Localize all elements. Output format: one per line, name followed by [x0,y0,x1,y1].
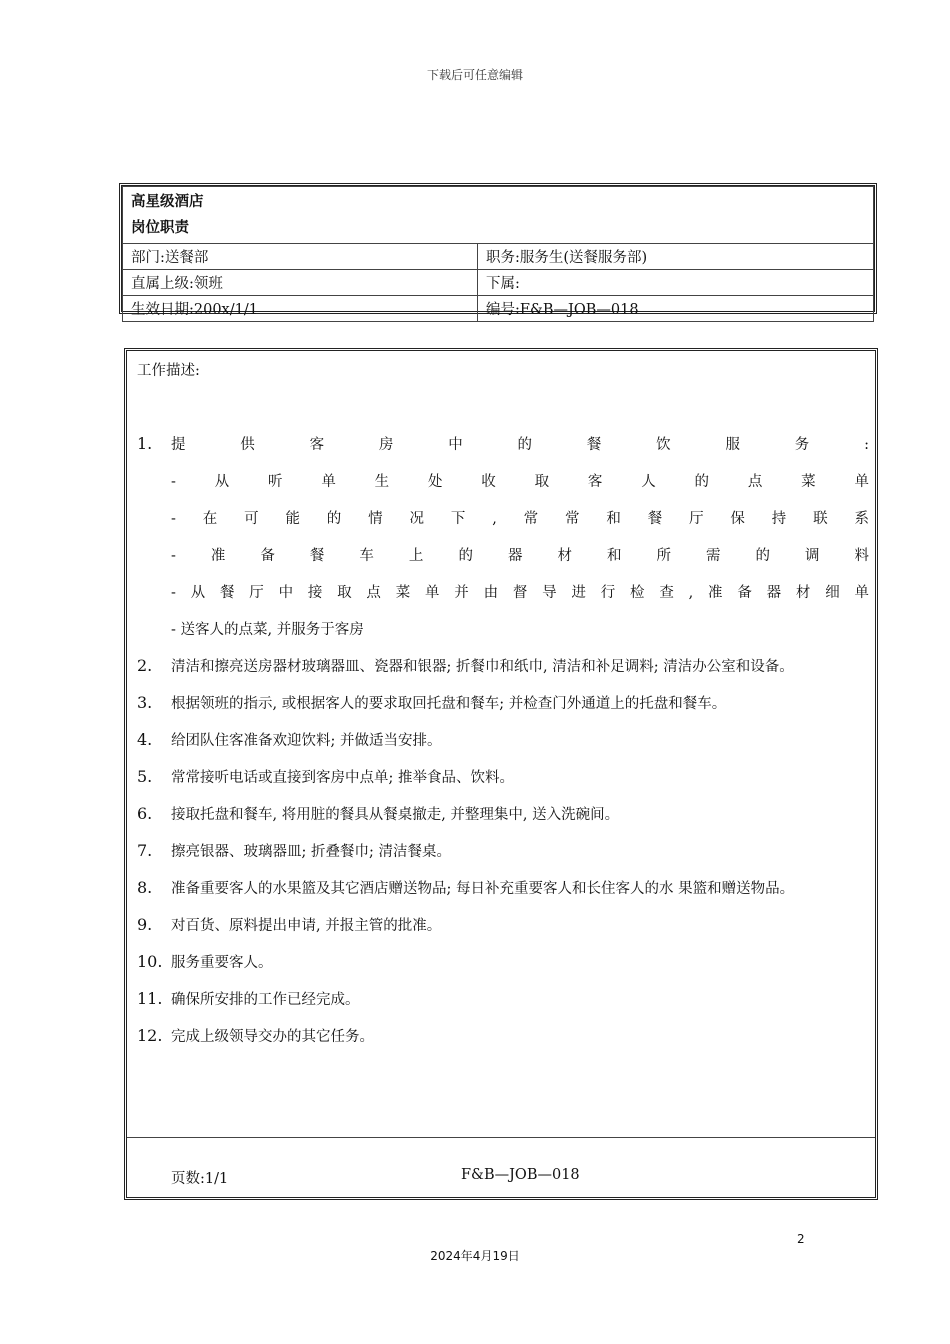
duty-number: 12. [137,1026,163,1045]
duty-text: 根据领班的指示, 或根据客人的要求取回托盘和餐车; 并检查门外通道上的托盘和餐车。 [171,696,727,712]
duty-sub-item: -准备餐车上的器材和所需的调料 [171,548,869,564]
duty-number: 9. [137,915,153,934]
duty-number: 5. [137,767,153,786]
duty-text: 对百货、原料提出申请, 并报主管的批准。 [171,918,442,934]
footer-code: F&B—JOB—018 [461,1167,580,1183]
duty-number: 8. [137,878,153,897]
duty-item [137,723,869,760]
duty-text: 常常接听电话或直接到客房中点单; 推举食品、饮料。 [171,770,514,786]
duty-item [137,982,869,1019]
duty-number: 4. [137,730,153,749]
job-description-box [124,348,878,1200]
duty-item [137,686,869,723]
title-cell [123,187,874,244]
duty-item [137,649,869,686]
duty-item [137,797,869,834]
duty-sub-item: -在可能的情况下,常常和餐厅保持联系 [171,511,869,527]
duty-number: 11. [137,989,163,1008]
duty-sub-item: -从餐厅中接取点菜单并由督导进行检查,准备器材细单 [171,585,869,601]
duty-item [137,908,869,945]
company-name: 高星级酒店 [131,193,204,210]
duty-text: 准备重要客人的水果篮及其它酒店赠送物品; 每日补充重要客人和长住客人的水 果篮和赠送物品。 [171,881,795,897]
department-cell: 部门:送餐部 [123,244,478,270]
duty-sub-item: -从听单生处收取客人的点菜单 [171,474,869,490]
duty-text: 清洁和擦亮送房器材玻璃器皿、瓷器和银器; 折餐巾和纸巾, 清洁和补足调料; 清洁办公室和设备。 [171,659,794,675]
footer-page-count: 页数:1/1 [171,1171,229,1187]
description-title: 工作描述: [137,363,200,379]
duty-number: 3. [137,693,153,712]
supervisor-cell: 直属上级:领班 [123,270,478,296]
duty-item [137,871,869,908]
duty-number: 2. [137,656,153,675]
duties-list [137,427,869,1056]
duty-item [137,945,869,982]
position-cell: 职务:服务生(送餐服务部) [478,244,874,270]
subordinate-cell: 下属: [478,270,874,296]
duty-number: 1. [137,434,153,453]
duty-item [137,760,869,797]
footer-divider [127,1137,875,1138]
duty-text: 完成上级领导交办的其它任务。 [171,1029,374,1045]
duty-sub-item: - 送客人的点菜, 并服务于客房 [171,622,364,638]
document-date: 2024年4月19日 [430,1249,520,1263]
job-info-table [119,183,877,318]
duty-text: 服务重要客人。 [171,955,273,971]
page-number: 2 [797,1232,805,1246]
effective-date-cell: 生效日期:200x/1/1 [123,296,478,322]
document-type: 岗位职责 [131,219,189,236]
duty-item [137,1019,869,1056]
duty-item [137,427,869,649]
duty-number: 7. [137,841,153,860]
duty-number: 10. [137,952,163,971]
duty-text: 接取托盘和餐车, 将用脏的餐具从餐桌撤走, 并整理集中, 送入洗碗间。 [171,807,620,823]
duty-text: 提供客房中的餐饮服务: [171,437,869,453]
duty-text: 擦亮银器、玻璃器皿; 折叠餐巾; 清洁餐桌。 [171,844,451,860]
duty-number: 6. [137,804,153,823]
code-cell: 编号:F&B—JOB—018 [478,296,874,322]
duty-item [137,834,869,871]
header-note: 下载后可任意编辑 [426,68,523,82]
duty-text: 给团队住客准备欢迎饮料; 并做适当安排。 [171,733,442,749]
duty-text: 确保所安排的工作已经完成。 [171,992,360,1008]
